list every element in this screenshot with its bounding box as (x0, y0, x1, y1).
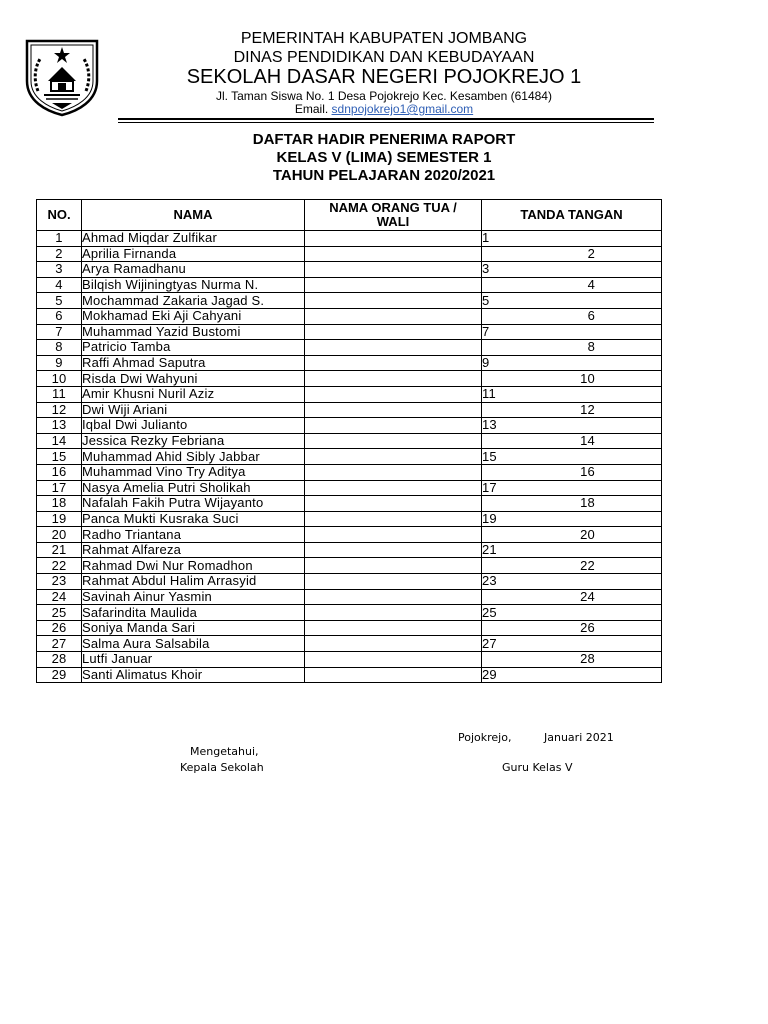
signature-cell: 16 (482, 464, 662, 480)
student-name: Iqbal Dwi Julianto (82, 418, 305, 434)
row-number: 7 (37, 324, 82, 340)
table-row (37, 308, 662, 324)
student-name: Rahmat Alfareza (82, 542, 305, 558)
school-email-line (120, 102, 648, 116)
row-number: 1 (37, 231, 82, 247)
letterhead-rule-thick (118, 118, 654, 120)
signature-cell: 3 (482, 262, 662, 278)
row-number: 4 (37, 277, 82, 293)
parent-name-cell (305, 667, 482, 683)
student-name: Mokhamad Eki Aji Cahyani (82, 308, 305, 324)
parent-name-cell (305, 246, 482, 262)
parent-name-cell (305, 589, 482, 605)
document-year: TAHUN PELAJARAN 2020/2021 (272, 167, 496, 184)
student-name: Ahmad Miqdar Zulfikar (82, 231, 305, 247)
table-row (37, 355, 662, 371)
parent-name-cell (305, 386, 482, 402)
principal-label: Kepala Sekolah (180, 761, 264, 774)
parent-name-cell (305, 402, 482, 418)
signature-cell: 27 (482, 636, 662, 652)
row-number: 13 (37, 418, 82, 434)
row-number: 20 (37, 527, 82, 543)
signature-cell: 17 (482, 480, 662, 496)
signature-cell: 2 (482, 246, 662, 262)
parent-name-cell (305, 605, 482, 621)
table-row (37, 636, 662, 652)
government-name: PEMERINTAH KABUPATEN JOMBANG (240, 30, 528, 47)
signing-date: Januari 2021 (544, 731, 614, 744)
signature-cell: 19 (482, 511, 662, 527)
table-row (37, 527, 662, 543)
student-name: Amir Khusni Nuril Aziz (82, 386, 305, 402)
table-row (37, 246, 662, 262)
student-name: Safarindita Maulida (82, 605, 305, 621)
signature-cell: 10 (482, 371, 662, 387)
row-number: 14 (37, 433, 82, 449)
student-name: Rahmat Abdul Halim Arrasyid (82, 574, 305, 590)
signature-cell: 13 (482, 418, 662, 434)
parent-name-cell (305, 620, 482, 636)
parent-name-cell (305, 371, 482, 387)
table-row (37, 371, 662, 387)
signature-cell: 1 (482, 231, 662, 247)
parent-name-cell (305, 527, 482, 543)
table-header-row (37, 200, 662, 231)
signature-cell: 5 (482, 293, 662, 309)
signature-cell: 24 (482, 589, 662, 605)
row-number: 23 (37, 574, 82, 590)
table-row (37, 418, 662, 434)
row-number: 28 (37, 652, 82, 668)
email-label: Email. (294, 102, 329, 116)
table-row (37, 542, 662, 558)
student-name: Nasya Amelia Putri Sholikah (82, 480, 305, 496)
student-name: Arya Ramadhanu (82, 262, 305, 278)
email-link[interactable]: sdnpojokrejo1@gmail.com (331, 102, 474, 116)
table-row (37, 449, 662, 465)
table-row (37, 589, 662, 605)
student-name: Lutfi Januar (82, 652, 305, 668)
row-number: 6 (37, 308, 82, 324)
student-name: Dwi Wiji Ariani (82, 402, 305, 418)
school-address: Jl. Taman Siswa No. 1 Desa Pojokrejo Kec. Kesamben (61484) (216, 89, 552, 103)
signature-cell: 6 (482, 308, 662, 324)
student-name: Mochammad Zakaria Jagad S. (82, 293, 305, 309)
signature-cell: 18 (482, 496, 662, 512)
table-row (37, 480, 662, 496)
row-number: 19 (37, 511, 82, 527)
parent-name-cell (305, 433, 482, 449)
row-number: 12 (37, 402, 82, 418)
document-title: DAFTAR HADIR PENERIMA RAPORT (252, 131, 516, 148)
table-row (37, 511, 662, 527)
signing-place: Pojokrejo, (458, 731, 512, 744)
table-row (37, 605, 662, 621)
table-row (37, 340, 662, 356)
table-row (37, 620, 662, 636)
parent-name-cell (305, 231, 482, 247)
student-name: Panca Mukti Kusraka Suci (82, 511, 305, 527)
student-name: Savinah Ainur Yasmin (82, 589, 305, 605)
signature-cell: 12 (482, 402, 662, 418)
student-name: Radho Triantana (82, 527, 305, 543)
row-number: 24 (37, 589, 82, 605)
parent-name-cell (305, 464, 482, 480)
student-name: Soniya Manda Sari (82, 620, 305, 636)
parent-name-cell (305, 652, 482, 668)
signature-cell: 8 (482, 340, 662, 356)
row-number: 21 (37, 542, 82, 558)
parent-name-cell (305, 542, 482, 558)
table-row (37, 652, 662, 668)
attendance-table (36, 199, 662, 683)
signature-cell: 29 (482, 667, 662, 683)
row-number: 15 (37, 449, 82, 465)
student-name: Raffi Ahmad Saputra (82, 355, 305, 371)
student-name: Muhammad Yazid Bustomi (82, 324, 305, 340)
teacher-label: Guru Kelas V (502, 761, 573, 774)
parent-name-cell (305, 340, 482, 356)
parent-name-cell (305, 308, 482, 324)
table-row (37, 464, 662, 480)
parent-name-cell (305, 496, 482, 512)
parent-name-cell (305, 324, 482, 340)
table-row (37, 574, 662, 590)
table-row (37, 433, 662, 449)
student-name: Risda Dwi Wahyuni (82, 371, 305, 387)
student-name: Salma Aura Salsabila (82, 636, 305, 652)
regency-emblem-icon (22, 37, 102, 117)
signature-cell: 11 (482, 386, 662, 402)
student-name: Rahmad Dwi Nur Romadhon (82, 558, 305, 574)
row-number: 11 (37, 386, 82, 402)
row-number: 17 (37, 480, 82, 496)
student-name: Muhammad Vino Try Aditya (82, 464, 305, 480)
row-number: 18 (37, 496, 82, 512)
parent-name-cell (305, 277, 482, 293)
row-number: 16 (37, 464, 82, 480)
table-row (37, 496, 662, 512)
row-number: 5 (37, 293, 82, 309)
table-row (37, 231, 662, 247)
parent-name-cell (305, 262, 482, 278)
signature-cell: 28 (482, 652, 662, 668)
acknowledge-label: Mengetahui, (190, 745, 259, 758)
table-row (37, 293, 662, 309)
department-name: DINAS PENDIDIKAN DAN KEBUDAYAAN (233, 49, 535, 66)
table-row (37, 277, 662, 293)
header-no: NO. (37, 200, 82, 231)
parent-name-cell (305, 293, 482, 309)
parent-name-cell (305, 480, 482, 496)
parent-name-cell (305, 418, 482, 434)
student-name: Aprilia Firnanda (82, 246, 305, 262)
signature-cell: 26 (482, 620, 662, 636)
letterhead-rule-thin (118, 122, 654, 123)
row-number: 27 (37, 636, 82, 652)
signature-cell: 25 (482, 605, 662, 621)
signature-cell: 9 (482, 355, 662, 371)
row-number: 26 (37, 620, 82, 636)
parent-name-cell (305, 511, 482, 527)
row-number: 10 (37, 371, 82, 387)
table-row (37, 262, 662, 278)
student-name: Jessica Rezky Febriana (82, 433, 305, 449)
signature-cell: 21 (482, 542, 662, 558)
table-row (37, 324, 662, 340)
table-row (37, 402, 662, 418)
student-name: Nafalah Fakih Putra Wijayanto (82, 496, 305, 512)
row-number: 2 (37, 246, 82, 262)
signature-cell: 7 (482, 324, 662, 340)
row-number: 3 (37, 262, 82, 278)
signature-cell: 23 (482, 574, 662, 590)
signature-cell: 22 (482, 558, 662, 574)
row-number: 25 (37, 605, 82, 621)
row-number: 29 (37, 667, 82, 683)
signature-cell: 14 (482, 433, 662, 449)
parent-name-cell (305, 558, 482, 574)
student-name: Santi Alimatus Khoir (82, 667, 305, 683)
signature-cell: 15 (482, 449, 662, 465)
school-name: SEKOLAH DASAR NEGERI POJOKREJO 1 (186, 66, 582, 88)
header-name: NAMA (82, 200, 305, 231)
row-number: 8 (37, 340, 82, 356)
row-number: 22 (37, 558, 82, 574)
attendance-rows (37, 231, 662, 683)
parent-name-cell (305, 355, 482, 371)
parent-name-cell (305, 449, 482, 465)
table-row (37, 667, 662, 683)
parent-name-cell (305, 636, 482, 652)
signature-cell: 20 (482, 527, 662, 543)
parent-name-cell (305, 574, 482, 590)
document-class: KELAS V (LIMA) SEMESTER 1 (276, 149, 492, 166)
student-name: Bilqish Wijiningtyas Nurma N. (82, 277, 305, 293)
header-parent: NAMA ORANG TUA / WALI (305, 200, 482, 231)
table-row (37, 558, 662, 574)
student-name: Patricio Tamba (82, 340, 305, 356)
student-name: Muhammad Ahid Sibly Jabbar (82, 449, 305, 465)
row-number: 9 (37, 355, 82, 371)
table-row (37, 386, 662, 402)
header-signature: TANDA TANGAN (482, 200, 662, 231)
signature-cell: 4 (482, 277, 662, 293)
